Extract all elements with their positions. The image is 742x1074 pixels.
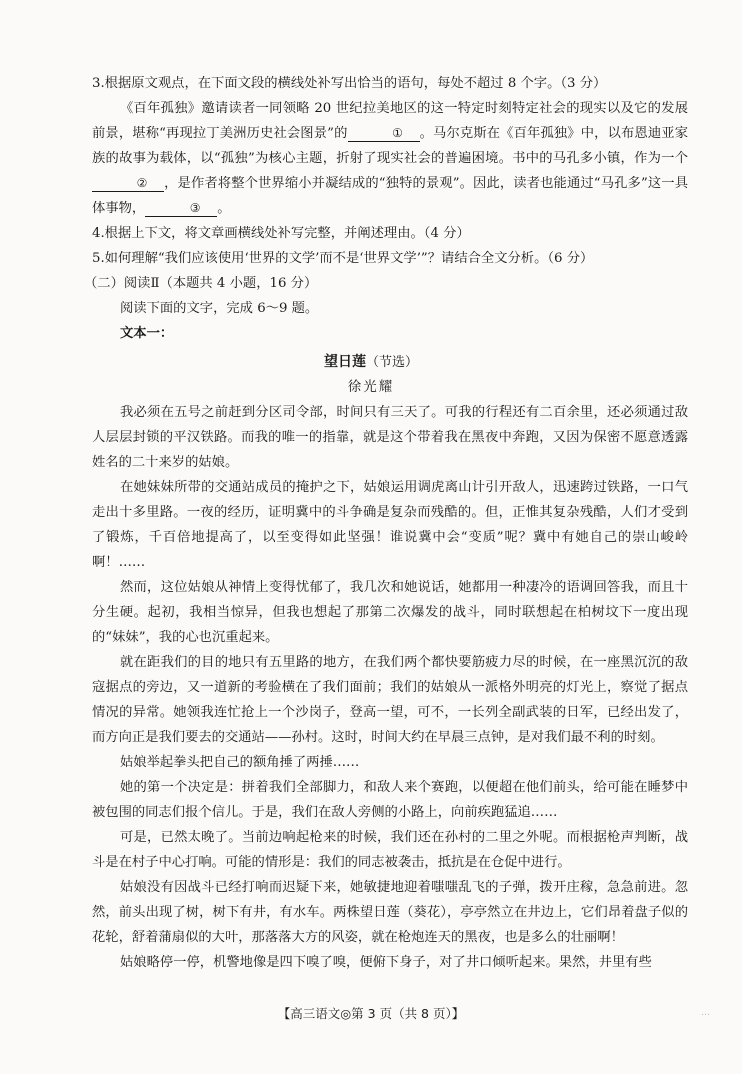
- question-3-passage: 《百年孤独》邀请读者一同领略 20 世纪拉美地区的这一特定时刻特定社会的现实以及它的发展前景，堪称“再现拉丁美洲历史社会图景”的 ① 。马尔克斯在《百年孤独》中，以布恩迪亚家族的故事为载体，以“孤独”为核心主题，折射了现实社会的普遍困境。书中的马孔多小镇，作为一个② ，是作者将整个世界缩小并凝结成的“独特的景观”。因此，读者也能通过“马孔多”这一具体事物， ③ 。: [92, 101, 688, 216]
- story-paragraph: 她的第一个决定是：拼着我们全部脚力，和敌人来个赛跑，以便超在他们前头，给可能在睡梦中被包围的同志们报个信儿。于是，我们在敌人旁侧的小路上，向前疾跑猛追……: [92, 780, 688, 820]
- story-paragraph: 就在距我们的目的地只有五里路的地方，在我们两个都快要筋疲力尽的时候，在一座黑沉沉的敌寇据点的旁边，又一道新的考验横在了我们面前；我们的姑娘从一派格外明亮的灯光上，察觉了据点情况的异常。她领我连忙抢上一个沙岗子，登高一望，可不，一长列全副武装的日军，已经出发了，而方向正是我们要去的交通站——孙村。这时，时间大约在早晨三点钟，是对我们最不利的时刻。: [92, 655, 688, 745]
- blank-3[interactable]: ③: [145, 200, 217, 217]
- story-paragraph: 姑娘没有因战斗已经打响而迟疑下来，她敏捷地迎着嗤嗤乱飞的子弹，拨开庄稼，急急前进。忽然，前头出现了树，树下有井，有水车。两株望日莲（葵花），亭亭然立在井边上，它们昂着盘子似的花轮，舒着蒲扇似的大叶，那落落大方的风姿，就在枪炮连天的黑夜，也是多么的壮丽啊！: [92, 880, 688, 945]
- story-body: [0, 400, 742, 975]
- blank-1[interactable]: ①: [348, 125, 420, 142]
- blank-2[interactable]: ②: [92, 175, 164, 192]
- story-paragraph: 姑娘略停一停，机警地像是四下嗅了嗅，便俯下身子，对了井口倾听起来。果然，井里有些: [120, 955, 652, 970]
- question-block: [0, 71, 742, 975]
- reading-instruction: 阅读下面的文字，完成 6～9 题。: [120, 301, 319, 316]
- story-paragraph: 姑娘举起拳头把自己的额角捶了两捶……: [120, 755, 360, 770]
- story-paragraph: 我必须在五号之前赶到分区司令部，时间只有三天了。可我的行程还有二百余里，还必须通过敌人层层封锁的平汉铁路。而我的唯一的指靠，就是这个带着我在黑夜中奔跑，又因为保密不愿意透露姓名的二十来岁的姑娘。: [92, 405, 688, 470]
- scan-mark: …: [701, 1008, 710, 1018]
- story-paragraph: 在她妹妹所带的交通站成员的掩护之下，姑娘运用调虎离山计引开敌人，迅速跨过铁路，一口气走出十多里路。一夜的经历，证明冀中的斗争确是复杂而残酷的。但，正惟其复杂残酷，人们才受到了锻炼，千百倍地提高了，以至变得如此坚强！谁说冀中会“变质”呢？冀中有她自己的崇山峻岭啊！……: [92, 480, 688, 570]
- text-label: 文本一：: [120, 326, 174, 341]
- question-4: 4.根据上下文，将文章画横线处补写完整，并阐述理由。（4 分）: [92, 226, 470, 241]
- story-paragraph: 然而，这位姑娘从神情上变得忧郁了，我几次和她说话，她都用一种凄冷的语调回答我，而且十分生硬。起初，我相当惊异，但我也想起了那第二次爆发的战斗，同时联想起在柏树坟下一度出现的“妹妹”，我的心也沉重起来。: [92, 580, 688, 645]
- question-3-heading: 3.根据原文观点，在下面文段的横线处补写出恰当的语句，每处不超过 8 个字。（3 分）: [92, 76, 607, 91]
- story-title: 望日莲（节选）: [323, 354, 418, 370]
- question-5: 5.如何理解“我们应该使用‘世界的文学’而不是‘世界文学’”？请结合全文分析。（6 分）: [92, 251, 594, 266]
- page-footer: 【高三语文◎第 3 页（共 8 页）】: [277, 1006, 465, 1021]
- section-heading: （二）阅读Ⅱ（本题共 4 小题，16 分）: [84, 276, 318, 291]
- story-author: 徐光耀: [347, 379, 395, 395]
- story-paragraph: 可是，已然太晚了。当前边响起枪来的时候，我们还在孙村的二里之外呢。而根据枪声判断，战斗是在村子中心打响。可能的情形是：我们的同志被袭击，抵抗是在仓促中进行。: [92, 830, 688, 870]
